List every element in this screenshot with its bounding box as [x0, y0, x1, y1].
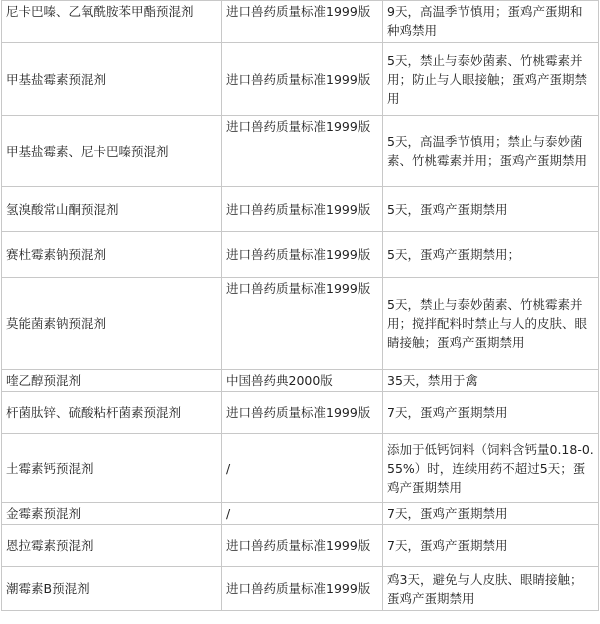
- table-row: [2, 187, 599, 232]
- note-cell: 35天，禁用于禽: [383, 370, 599, 392]
- drug-table: [1, 0, 599, 611]
- standard-cell: 进口兽药质量标准1999版: [222, 232, 383, 278]
- standard-cell: 进口兽药质量标准1999版: [222, 187, 383, 232]
- table-row: [2, 434, 599, 503]
- standard-cell: /: [222, 503, 383, 525]
- drug-name-cell: 土霉素钙预混剂: [2, 434, 222, 503]
- note-cell: 添加于低钙饲料（饲料含钙量0.18-0.55%）时，连续用药不超过5天；蛋鸡产蛋期禁用: [383, 434, 599, 503]
- note-cell: 5天，禁止与泰妙菌素、竹桃霉素并用；搅拌配料时禁止与人的皮肤、眼睛接触；蛋鸡产蛋期禁用: [383, 278, 599, 370]
- table-row: [2, 1, 599, 43]
- drug-name-cell: 恩拉霉素预混剂: [2, 525, 222, 567]
- note-cell: 7天，蛋鸡产蛋期禁用: [383, 503, 599, 525]
- note-cell: 5天，蛋鸡产蛋期禁用: [383, 187, 599, 232]
- note-cell: 9天，高温季节慎用；蛋鸡产蛋期和种鸡禁用: [383, 1, 599, 43]
- standard-cell: 进口兽药质量标准1999版: [222, 43, 383, 116]
- drug-name-cell: 喹乙醇预混剂: [2, 370, 222, 392]
- standard-cell: 进口兽药质量标准1999版: [222, 392, 383, 434]
- table-row: [2, 370, 599, 392]
- note-cell: 5天，蛋鸡产蛋期禁用；: [383, 232, 599, 278]
- table-row: [2, 392, 599, 434]
- drug-name-cell: 杆菌肽锌、硫酸粘杆菌素预混剂: [2, 392, 222, 434]
- drug-name-cell: 赛杜霉素钠预混剂: [2, 232, 222, 278]
- drug-name-cell: 潮霉素B预混剂: [2, 567, 222, 611]
- table-row: [2, 503, 599, 525]
- note-cell: 5天，高温季节慎用；禁止与泰妙菌素、竹桃霉素并用；蛋鸡产蛋期禁用: [383, 116, 599, 187]
- drug-name-cell: 尼卡巴嗪、乙氧酰胺苯甲酯预混剂: [2, 1, 222, 43]
- drug-name-cell: 甲基盐霉素、尼卡巴嗪预混剂: [2, 116, 222, 187]
- drug-name-cell: 甲基盐霉素预混剂: [2, 43, 222, 116]
- table-row: [2, 116, 599, 187]
- table-row: [2, 525, 599, 567]
- standard-cell: 进口兽药质量标准1999版: [222, 278, 383, 370]
- drug-name-cell: 金霉素预混剂: [2, 503, 222, 525]
- note-cell: 7天，蛋鸡产蛋期禁用: [383, 392, 599, 434]
- table-row: [2, 232, 599, 278]
- standard-cell: 进口兽药质量标准1999版: [222, 116, 383, 187]
- note-cell: 鸡3天，避免与人皮肤、眼睛接触；蛋鸡产蛋期禁用: [383, 567, 599, 611]
- drug-name-cell: 氢溴酸常山酮预混剂: [2, 187, 222, 232]
- drug-name-cell: 莫能菌素钠预混剂: [2, 278, 222, 370]
- table-row: [2, 278, 599, 370]
- standard-cell: 进口兽药质量标准1999版: [222, 1, 383, 43]
- note-cell: 7天，蛋鸡产蛋期禁用: [383, 525, 599, 567]
- standard-cell: 中国兽药典2000版: [222, 370, 383, 392]
- note-cell: 5天，禁止与泰妙菌素、竹桃霉素并用；防止与人眼接触；蛋鸡产蛋期禁用: [383, 43, 599, 116]
- standard-cell: 进口兽药质量标准1999版: [222, 525, 383, 567]
- table-row: [2, 567, 599, 611]
- table-row: [2, 43, 599, 116]
- standard-cell: 进口兽药质量标准1999版: [222, 567, 383, 611]
- standard-cell: /: [222, 434, 383, 503]
